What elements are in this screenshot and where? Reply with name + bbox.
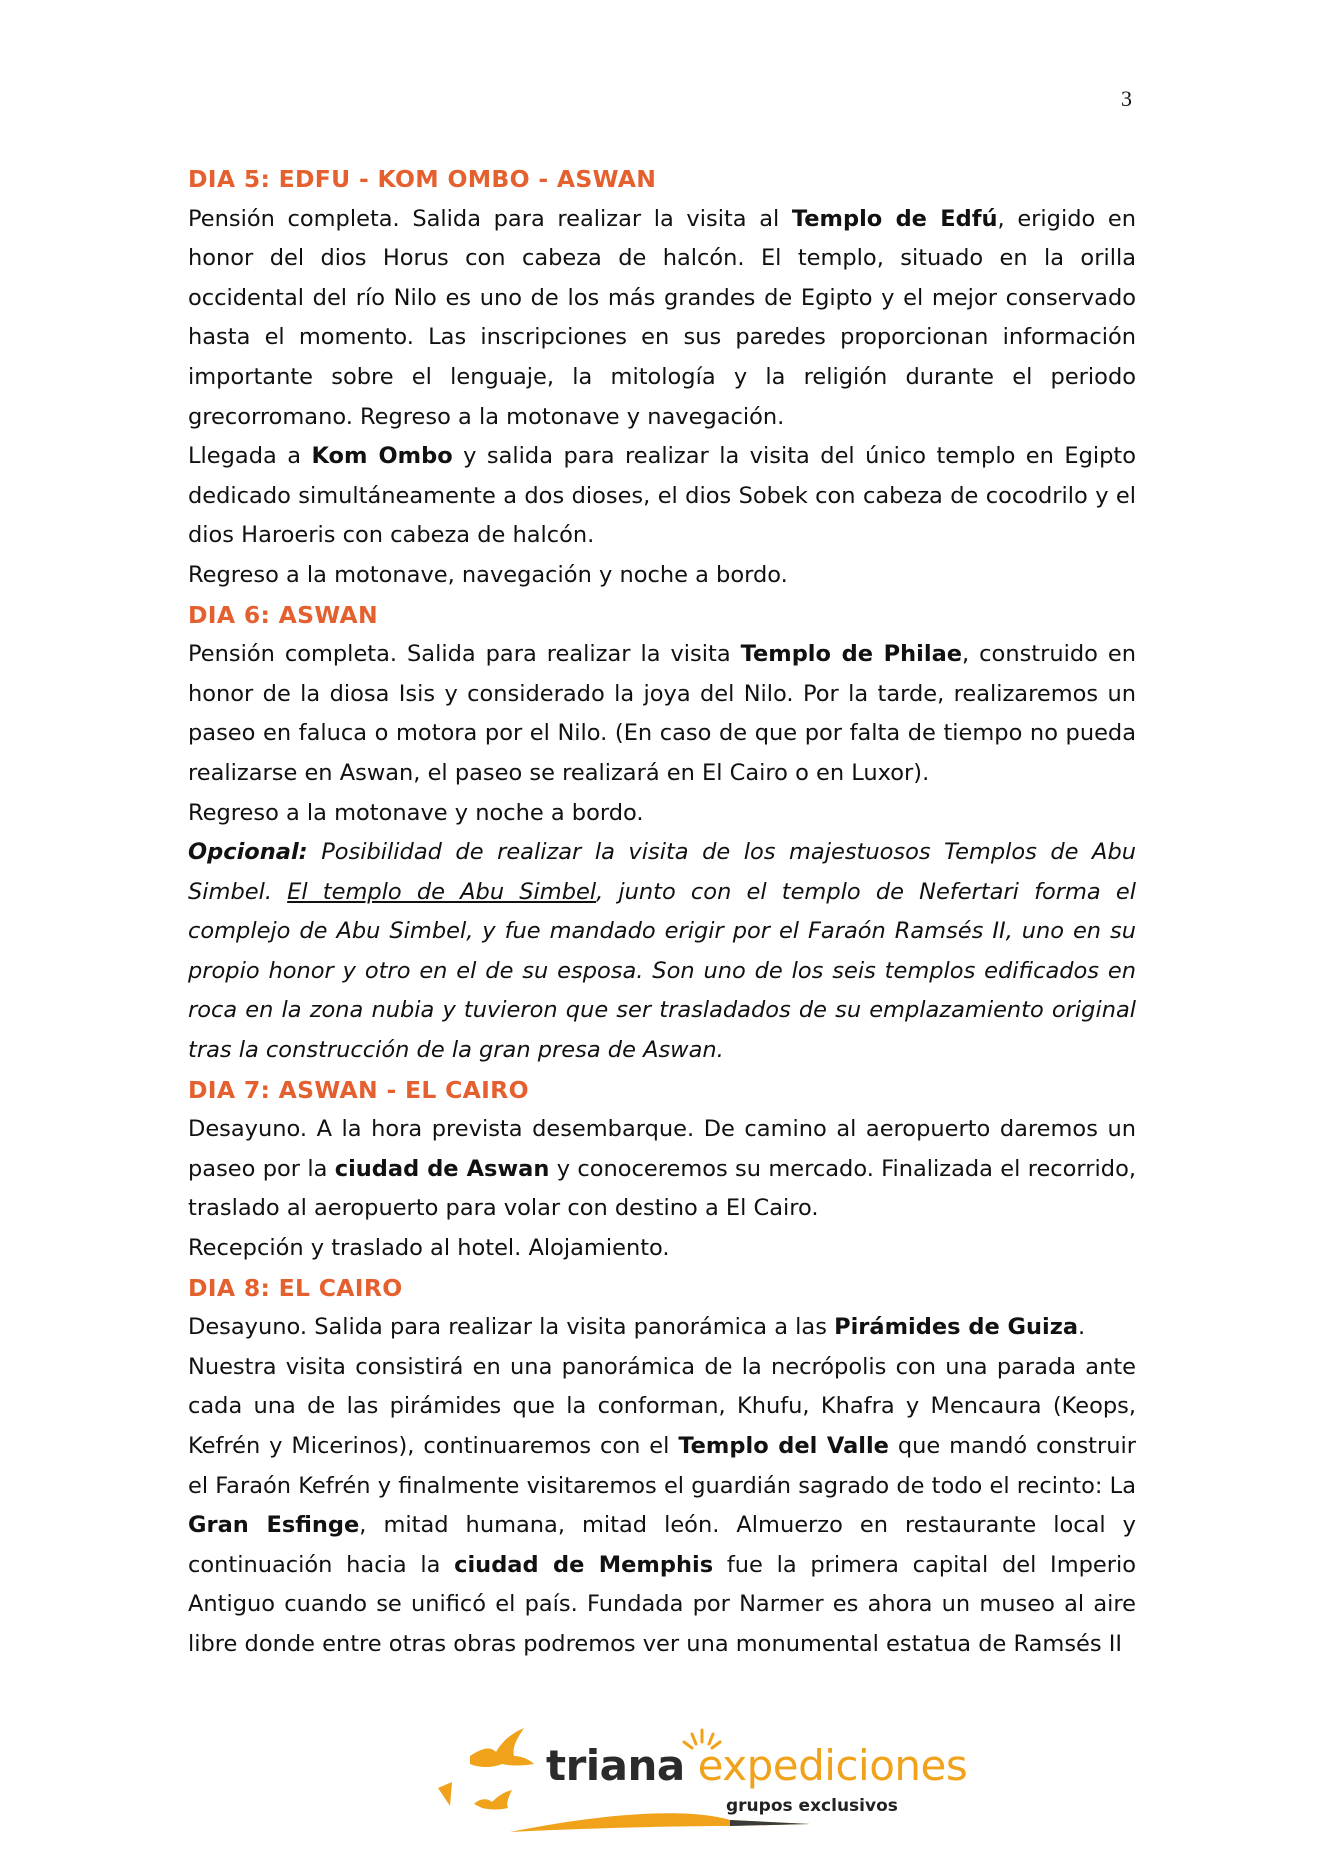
text-run: que mandó construir el Faraón Kefrén y finalmente visitaremos el guardián sagrado de todo el recinto: La: [188, 1433, 1137, 1499]
day-heading: DIA 8: EL CAIRO: [188, 1273, 403, 1302]
text-run: Desayuno. Salida para realizar la visita panorámica a las: [188, 1314, 835, 1341]
text-run: Llegada a: [188, 443, 312, 470]
page-number: 3: [1121, 86, 1132, 111]
bold-text: Pirámides de Guiza: [834, 1314, 1079, 1341]
day-paragraph: [188, 1229, 1136, 1269]
text-run: Regreso a la motonave, navegación y noche a bordo.: [188, 561, 788, 588]
day-paragraph: [188, 1348, 1136, 1665]
day-paragraph: [188, 635, 1136, 793]
day-heading: DIA 7: ASWAN - EL CAIRO: [188, 1075, 529, 1104]
day-paragraph: [188, 437, 1136, 556]
text-run: Nuestra visita consistirá en una panorámica de la necrópolis con una parada ante cada una de las pirámides que la conforman, Khufu, Khafra y Mencaura (Keops, Kefrén y Micerinos), continuaremos con el: [188, 1353, 1136, 1459]
bold-text: Templo de Edfú: [791, 205, 998, 232]
text-run: , erigido en honor del dios Horus con cabeza de halcón. El templo, situado en la orilla occidental del río Nilo es uno de los más grandes de Egipto y el mejor conservado hasta el momento. Las inscripciones en sus paredes proporcionan información importante sobre el lenguaje, la mitología y la religión durante el periodo grecorromano. Regreso a la motonave y navegación.: [188, 205, 1137, 430]
optional-excursion: [188, 833, 1136, 1071]
text-run: Regreso a la motonave y noche a bordo.: [188, 799, 644, 826]
day-paragraph: [188, 556, 1136, 596]
bold-text: Templo del Valle: [678, 1433, 889, 1459]
day-paragraph: [188, 200, 1136, 438]
logo-word-expediciones: expediciones: [697, 1741, 968, 1790]
bold-text: Opcional:: [188, 839, 308, 866]
day-paragraph: [188, 1110, 1136, 1229]
text-run: .: [1078, 1314, 1086, 1341]
text-run: Pensión completa. Salida para realizar la visita: [188, 641, 741, 668]
day-paragraph: [188, 794, 1136, 834]
text-run: Pensión completa. Salida para realizar la visita al: [188, 205, 792, 232]
bold-text: ciudad de Aswan: [334, 1155, 550, 1182]
itinerary-content: [188, 160, 1136, 1665]
logo-tagline: grupos exclusivos: [726, 1796, 898, 1816]
bold-text: Gran Esfinge: [188, 1512, 360, 1539]
text-run: fue la primera capital del Imperio Antiguo cuando se unificó el país. Fundada por Narmer es ahora un museo al aire libre donde entre otras obras podremos ver una monumental estatua de Ramsés II: [188, 1551, 1137, 1657]
bold-text: Kom Ombo: [311, 443, 453, 470]
logo-word-triana: triana: [546, 1741, 685, 1790]
text-run: y conoceremos su mercado. Finalizada el recorrido, traslado al aeropuerto para volar con destino a El Cairo.: [188, 1155, 1136, 1222]
bold-text: ciudad de Memphis: [454, 1551, 714, 1578]
company-logo: [430, 1712, 968, 1840]
underlined-text: El templo de Abu Simbel: [287, 878, 597, 905]
text-run: Posibilidad de realizar la visita de los majestuosos Templos de Abu Simbel.: [188, 839, 1136, 905]
day-heading: DIA 6: ASWAN: [188, 600, 378, 629]
text-run: y salida para realizar la visita del único templo en Egipto dedicado simultáneamente a dos dioses, el dios Sobek con cabeza de cocodrilo y el dios Haroeris con cabeza de halcón.: [188, 443, 1136, 549]
text-run: , mitad humana, mitad león. Almuerzo en restaurante local y continuación hacia la: [188, 1512, 1136, 1578]
day-heading: DIA 5: EDFU - KOM OMBO - ASWAN: [188, 165, 657, 193]
text-run: , construido en honor de la diosa Isis y considerado la joya del Nilo. Por la tarde, realizaremos un paseo en faluca o motora por el Nilo. (En caso de que por falta de tiempo no pueda realizarse en Aswan, el paseo se realizará en El Cairo o en Luxor).: [188, 641, 1137, 786]
text-run: , junto con el templo de Nefertari forma el complejo de Abu Simbel, y fue mandado erigir por el Faraón Ramsés II, uno en su propio honor y otro en el de su esposa. Son uno de los seis templos edificados en roca en la zona nubia y tuvieron que ser trasladados de su emplazamiento original tras la construcción de la gran presa de Aswan.: [188, 878, 1136, 1064]
text-run: Recepción y traslado al hotel. Alojamiento.: [188, 1235, 670, 1262]
bold-text: Templo de Philae: [740, 641, 963, 668]
day-paragraph: [188, 1308, 1136, 1348]
text-run: Desayuno. A la hora prevista desembarque. De camino al aeropuerto daremos un paseo por la: [188, 1116, 1136, 1182]
logo-brand: [546, 1742, 967, 1790]
